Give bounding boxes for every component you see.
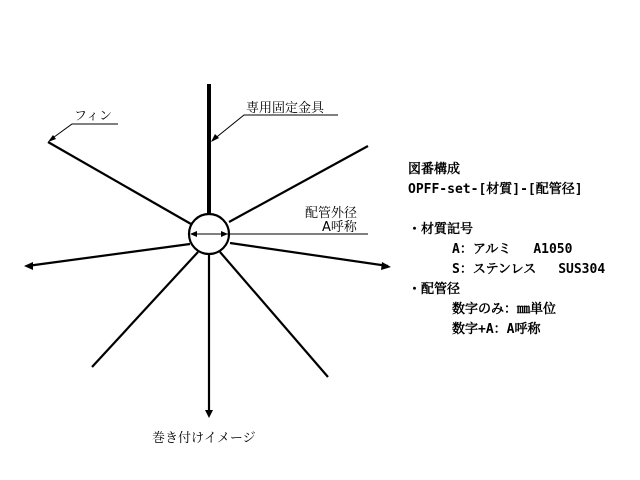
arrow-tip (24, 262, 33, 270)
pipe-rule: 数字のみ：㎜単位 (452, 302, 557, 317)
fin-line (220, 252, 328, 377)
bracket-label: 専用固定金具 (246, 101, 325, 116)
material-row (408, 240, 633, 260)
material-grade: A1050 (533, 242, 573, 257)
spec-spacer (408, 200, 633, 220)
fin-line (27, 244, 190, 266)
fin-label: フィン (74, 109, 112, 124)
spec-title: 図番構成 (408, 162, 461, 177)
fin-line (48, 142, 191, 224)
spec-code: OPFF-set-[材質]-[配管径] (408, 182, 583, 197)
material-grade: SUS304 (558, 262, 606, 277)
spec-panel (408, 160, 633, 340)
material-row (408, 260, 633, 280)
fin-leader (50, 124, 118, 140)
arrow-tip (381, 262, 391, 270)
fin-line (92, 252, 198, 367)
fin-line (230, 243, 388, 266)
pipe-heading: ・配管径 (408, 282, 461, 297)
bracket-leader (213, 115, 338, 140)
material-code: S：ステンレス (452, 262, 537, 277)
material-heading: ・材質記号 (408, 222, 474, 237)
pipe-rule: 数字+A：A呼称 (452, 322, 541, 337)
bracket-leader-arrow (211, 134, 219, 142)
pipe-dia-sublabel: A呼称 (322, 220, 357, 235)
material-code: A：アルミ (452, 242, 512, 257)
arrow-tip (205, 410, 213, 418)
diagram-caption: 巻き付けイメージ (152, 431, 256, 446)
pipe-dia-label: 配管外径 (305, 206, 358, 221)
